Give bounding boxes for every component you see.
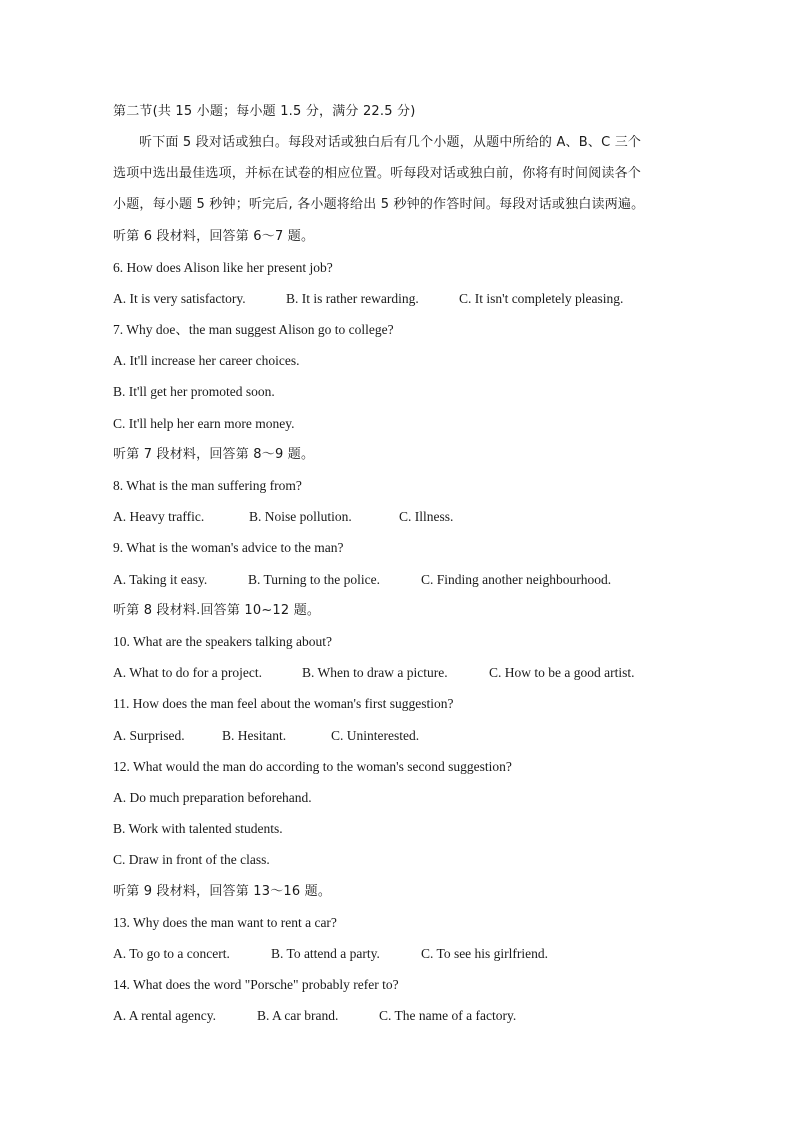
question-stem: 8. What is the man suffering from? <box>113 478 302 493</box>
option-a: A. To go to a concert. <box>113 946 230 961</box>
question-stem: 6. How does Alison like her present job? <box>113 260 333 275</box>
option-a: A. A rental agency. <box>113 1008 216 1023</box>
question-stem: 7. Why doe、the man suggest Alison go to college? <box>113 322 394 337</box>
option-b: B. It is rather rewarding. <box>286 291 419 306</box>
option-b: B. It'll get her promoted soon. <box>113 384 275 399</box>
option-a: A. Surprised. <box>113 728 185 743</box>
option-b: B. Turning to the police. <box>248 572 381 587</box>
instruction-line: 听下面 5 段对话或独白。每段对话或独白后有几个小题，从题中所给的 A、B、C 三个 <box>139 135 642 150</box>
group-header: 听第 9 段材料，回答第 13～16 题。 <box>113 884 332 899</box>
option-b: B. Noise pollution. <box>249 509 352 524</box>
option-b: B. Work with talented students. <box>113 821 283 836</box>
option-b: B. To attend a party. <box>271 946 380 961</box>
option-c: C. To see his girlfriend. <box>421 946 549 961</box>
question-stem: 11. How does the man feel about the woman's first suggestion? <box>113 696 454 711</box>
option-b: B. When to draw a picture. <box>302 665 448 680</box>
option-a: A. Heavy traffic. <box>113 509 205 524</box>
option-a: A. What to do for a project. <box>113 665 262 680</box>
option-c: C. Illness. <box>399 509 454 524</box>
option-a: A. Taking it easy. <box>113 572 208 587</box>
question-stem: 12. What would the man do according to the woman's second suggestion? <box>113 759 512 774</box>
option-a: A. It is very satisfactory. <box>113 291 246 306</box>
option-c: C. The name of a factory. <box>379 1008 517 1023</box>
option-b: B. Hesitant. <box>222 728 287 743</box>
instruction-line: 小题，每小题 5 秒钟；听完后, 各小题将给出 5 秒钟的作答时间。每段对话或独白读两遍。 <box>113 197 645 212</box>
option-c: C. Draw in front of the class. <box>113 852 270 867</box>
option-c: C. How to be a good artist. <box>489 665 635 680</box>
option-c: C. Finding another neighbourhood. <box>421 572 612 587</box>
group-header: 听第 6 段材料，回答第 6～7 题。 <box>113 229 315 244</box>
option-b: B. A car brand. <box>257 1008 339 1023</box>
option-c: C. It'll help her earn more money. <box>113 416 295 431</box>
option-c: C. Uninterested. <box>331 728 420 743</box>
question-stem: 10. What are the speakers talking about? <box>113 634 333 649</box>
instruction-line: 选项中选出最佳选项，并标在试卷的相应位置。听每段对话或独白前，你将有时间阅读各个 <box>113 166 642 181</box>
option-a: A. It'll increase her career choices. <box>113 353 300 368</box>
question-stem: 9. What is the woman's advice to the man? <box>113 540 344 555</box>
group-header: 听第 8 段材料.回答第 10~12 题。 <box>113 603 321 618</box>
question-stem: 13. Why does the man want to rent a car? <box>113 915 337 930</box>
question-stem: 14. What does the word "Porsche" probably refer to? <box>113 977 399 992</box>
option-a: A. Do much preparation beforehand. <box>113 790 312 805</box>
option-c: C. It isn't completely pleasing. <box>459 291 624 306</box>
group-header: 听第 7 段材料，回答第 8～9 题。 <box>113 447 315 462</box>
section-title: 第二节(共 15 小题；每小题 1.5 分，满分 22.5 分) <box>113 104 416 119</box>
